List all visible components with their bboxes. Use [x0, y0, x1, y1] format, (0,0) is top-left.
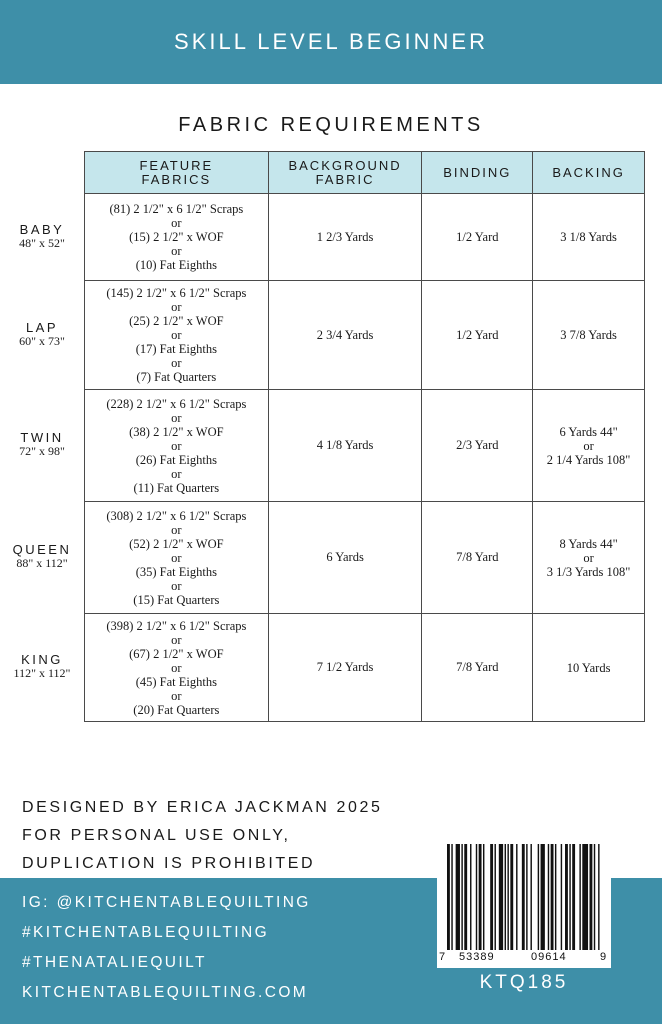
- barcode-bar: [579, 844, 580, 950]
- barcode-trail-digit: 9: [600, 951, 608, 963]
- or-separator: or: [171, 328, 182, 342]
- feature-fabric-option: (11) Fat Quarters: [133, 480, 220, 495]
- usage-note: FOR PERSONAL USE ONLY,: [22, 827, 291, 844]
- feature-fabric-option: (228) 2 1/2" x 6 1/2" Scraps: [106, 396, 247, 411]
- or-separator: or: [171, 410, 182, 425]
- quilt-size-dimensions: 48" x 52": [19, 235, 65, 250]
- feature-fabric-option: (15) 2 1/2" x WOF: [129, 230, 224, 244]
- feature-fabric-option: (38) 2 1/2" x WOF: [129, 424, 224, 439]
- quilt-size-dimensions: 112" x 112": [13, 666, 71, 680]
- or-separator: or: [171, 688, 182, 703]
- feature-fabric-option: (52) 2 1/2" x WOF: [129, 536, 224, 551]
- designer-credit: DESIGNED BY ERICA JACKMAN 2025: [22, 799, 383, 816]
- barcode-bar: [594, 844, 595, 950]
- barcode-bar: [565, 844, 568, 950]
- table-row: [85, 390, 645, 502]
- backing-option: 3 1/3 Yards 108": [546, 564, 631, 579]
- background-fabric-cell: 4 1/8 Yards: [268, 390, 422, 502]
- quilt-size-name: QUEEN: [12, 542, 72, 557]
- feature-fabric-option: (26) Fat Eighths: [135, 452, 217, 467]
- backing-option: 8 Yards 44": [559, 536, 618, 551]
- barcode-bar: [507, 844, 508, 950]
- feature-fabric-option: (7) Fat Quarters: [136, 370, 217, 384]
- hashtag-thenataliequilt[interactable]: #THENATALIEQUILT: [22, 954, 207, 971]
- feature-fabrics-cell: [85, 281, 269, 390]
- barcode-bar: [522, 844, 525, 950]
- backing-cell: [533, 614, 645, 722]
- binding-cell: 1/2 Yard: [422, 281, 533, 390]
- quilt-size-dimensions: 88" x 112": [16, 556, 68, 570]
- barcode-bar: [530, 844, 531, 950]
- barcode-bar: [548, 844, 549, 950]
- quilt-size-label: [0, 430, 84, 458]
- or-separator: or: [171, 356, 182, 370]
- table-title: FABRIC REQUIREMENTS: [178, 114, 484, 136]
- col-header-backing: BACKING: [533, 152, 645, 194]
- binding-cell: 7/8 Yard: [422, 614, 533, 722]
- barcode-bar: [589, 844, 592, 950]
- skill-level: SKILL LEVEL BEGINNER: [174, 29, 488, 54]
- barcode-bar: [505, 844, 506, 950]
- instagram-handle[interactable]: IG: @KITCHENTABLEQUILTING: [22, 894, 311, 911]
- website-link[interactable]: KITCHENTABLEQUILTING.COM: [22, 984, 309, 1001]
- backing-cell: [533, 502, 645, 614]
- backing-option: 3 1/8 Yards: [560, 230, 617, 244]
- feature-fabrics-cell: [85, 614, 269, 722]
- table-row: [85, 614, 645, 722]
- or-separator: or: [583, 550, 594, 565]
- quilt-size-dimensions: 60" x 73": [19, 333, 65, 348]
- product-sku: KTQ185: [479, 972, 569, 993]
- quilt-size-label: [0, 542, 84, 570]
- barcode-lead-digit: 7: [439, 951, 447, 963]
- backing-option: 3 7/8 Yards: [560, 328, 617, 342]
- table-header-row: [85, 152, 645, 194]
- backing-cell: [533, 194, 645, 281]
- backing-option: 6 Yards 44": [559, 424, 618, 439]
- footer-links: [22, 888, 311, 1008]
- or-separator: or: [171, 550, 182, 565]
- barcode-bar: [447, 844, 450, 950]
- barcode-bar: [551, 844, 554, 950]
- or-separator: or: [171, 578, 182, 593]
- or-separator: or: [171, 522, 182, 537]
- feature-fabric-option: (145) 2 1/2" x 6 1/2" Scraps: [106, 286, 247, 300]
- barcode-bar: [516, 844, 517, 950]
- feature-fabric-option: (20) Fat Quarters: [133, 702, 220, 717]
- backing-cell: [533, 390, 645, 502]
- or-separator: or: [171, 216, 182, 230]
- feature-fabric-option: (45) Fat Eighths: [135, 674, 217, 689]
- feature-fabric-option: (10) Fat Eighths: [135, 258, 217, 272]
- background-fabric-cell: 7 1/2 Yards: [268, 614, 422, 722]
- feature-fabric-option: (81) 2 1/2" x 6 1/2" Scraps: [109, 202, 244, 216]
- header-band: [0, 0, 662, 84]
- barcode-bar: [541, 844, 545, 950]
- quilt-size-dimensions: 72" x 98": [19, 444, 65, 458]
- barcode-bar: [490, 844, 493, 950]
- barcode-bar: [561, 844, 562, 950]
- binding-cell: 2/3 Yard: [422, 390, 533, 502]
- or-separator: or: [171, 438, 182, 453]
- barcode-bar: [495, 844, 496, 950]
- or-separator: or: [583, 438, 594, 453]
- barcode-bar: [483, 844, 484, 950]
- col-header-feature: FEATURE FABRICS: [85, 152, 269, 194]
- feature-fabrics-cell: [85, 502, 269, 614]
- or-separator: or: [171, 244, 182, 258]
- binding-cell: 1/2 Yard: [422, 194, 533, 281]
- binding-cell: 7/8 Yard: [422, 502, 533, 614]
- barcode: [437, 834, 611, 968]
- quilt-size-name: BABY: [19, 221, 65, 237]
- quilt-size-name: LAP: [25, 319, 59, 335]
- background-fabric-cell: 2 3/4 Yards: [268, 281, 422, 390]
- barcode-bars: [447, 844, 601, 950]
- quilt-size-label: [0, 320, 84, 348]
- barcode-bar: [456, 844, 460, 950]
- barcode-bar: [555, 844, 556, 950]
- quilt-size-name: TWIN: [20, 430, 64, 445]
- barcode-bar: [582, 844, 588, 950]
- barcode-bar: [470, 844, 471, 950]
- barcode-group-2: 09614: [531, 951, 567, 963]
- feature-fabrics-cell: [85, 194, 269, 281]
- quilt-size-label: [0, 652, 84, 680]
- fabric-requirements-table: [84, 151, 645, 722]
- feature-fabric-option: (308) 2 1/2" x 6 1/2" Scraps: [106, 508, 247, 523]
- barcode-group-1: 53389: [459, 951, 495, 963]
- credits: [22, 794, 382, 878]
- barcode-bar: [598, 844, 599, 950]
- quilt-size-label: [0, 222, 84, 250]
- barcode-bar: [451, 844, 452, 950]
- barcode-bar: [479, 844, 482, 950]
- feature-fabric-option: (67) 2 1/2" x WOF: [129, 646, 224, 661]
- backing-cell: [533, 281, 645, 390]
- barcode-bar: [569, 844, 570, 950]
- col-header-background: BACKGROUND FABRIC: [268, 152, 422, 194]
- feature-fabric-option: (398) 2 1/2" x 6 1/2" Scraps: [106, 618, 247, 633]
- duplication-note: DUPLICATION IS PROHIBITED: [22, 855, 316, 872]
- backing-option: 10 Yards: [566, 660, 611, 675]
- backing-option: 2 1/4 Yards 108": [546, 452, 631, 467]
- feature-fabric-option: (25) 2 1/2" x WOF: [129, 314, 224, 328]
- barcode-bar: [510, 844, 513, 950]
- barcode-bar: [538, 844, 539, 950]
- barcode-bar: [526, 844, 527, 950]
- background-fabric-cell: 1 2/3 Yards: [268, 194, 422, 281]
- barcode-bar: [464, 844, 467, 950]
- feature-fabric-option: (35) Fat Eighths: [135, 564, 217, 579]
- feature-fabrics-cell: [85, 390, 269, 502]
- barcode-bar: [461, 844, 462, 950]
- barcode-bar: [572, 844, 575, 950]
- table-row: [85, 281, 645, 390]
- feature-fabric-option: (15) Fat Quarters: [133, 592, 220, 607]
- barcode-bar: [476, 844, 477, 950]
- feature-fabric-option: (17) Fat Eighths: [135, 342, 217, 356]
- table-row: [85, 502, 645, 614]
- or-separator: or: [171, 632, 182, 647]
- col-header-binding: BINDING: [422, 152, 533, 194]
- quilt-size-name: KING: [21, 652, 63, 667]
- barcode-bar: [499, 844, 503, 950]
- hashtag-kitchentablequilting[interactable]: #KITCHENTABLEQUILTING: [22, 924, 270, 941]
- or-separator: or: [171, 660, 182, 675]
- or-separator: or: [171, 300, 182, 314]
- background-fabric-cell: 6 Yards: [268, 502, 422, 614]
- or-separator: or: [171, 466, 182, 481]
- table-row: [85, 194, 645, 281]
